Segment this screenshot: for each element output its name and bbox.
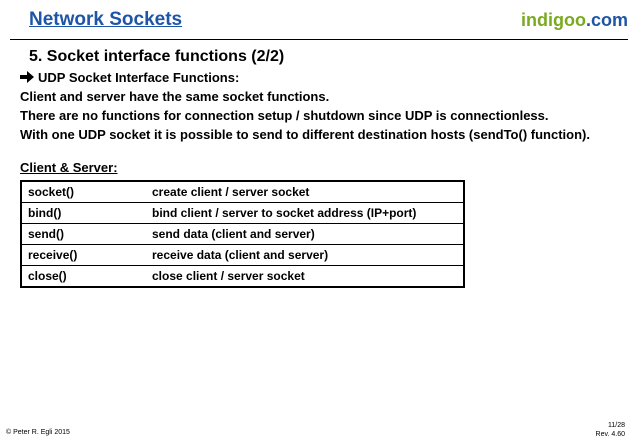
page-info [596, 421, 625, 439]
slide-title: 5. Socket interface functions (2/2) [29, 48, 285, 65]
function-description: bind client / server to socket address (IP+port) [146, 203, 464, 224]
brand-tld: .com [585, 10, 628, 30]
function-name: send() [21, 224, 146, 245]
bullet-heading-line [20, 68, 590, 87]
table-row [21, 224, 464, 245]
revision: Rev. 4.60 [595, 431, 625, 438]
function-description: send data (client and server) [146, 224, 464, 245]
table-row [21, 181, 464, 203]
body-text [20, 68, 590, 144]
page-number: 11/28 [608, 422, 625, 429]
table-row [21, 245, 464, 266]
bullet-heading: UDP Socket Interface Functions: [38, 70, 240, 85]
function-name: socket() [21, 181, 146, 203]
copyright-notice: © Peter R. Egli 2015 [6, 429, 70, 436]
function-name: close() [21, 266, 146, 288]
section-label: Client & Server: [20, 160, 118, 175]
function-name: bind() [21, 203, 146, 224]
brand-name: indigoo [521, 10, 586, 30]
brand-logo [521, 10, 628, 31]
table-row [21, 203, 464, 224]
header-title: Network Sockets [29, 9, 183, 30]
function-name: receive() [21, 245, 146, 266]
body-line: There are no functions for connection setup / shutdown since UDP is connectionless. [20, 108, 549, 123]
table-row [21, 266, 464, 288]
function-description: receive data (client and server) [146, 245, 464, 266]
header-divider [10, 39, 628, 40]
body-line: Client and server have the same socket functions. [20, 89, 330, 104]
function-description: create client / server socket [146, 181, 464, 203]
function-description: close client / server socket [146, 266, 464, 288]
function-table [20, 180, 465, 288]
right-arrow-icon [20, 71, 34, 83]
body-line: With one UDP socket it is possible to send to different destination hosts (sendTo() function). [20, 127, 590, 142]
